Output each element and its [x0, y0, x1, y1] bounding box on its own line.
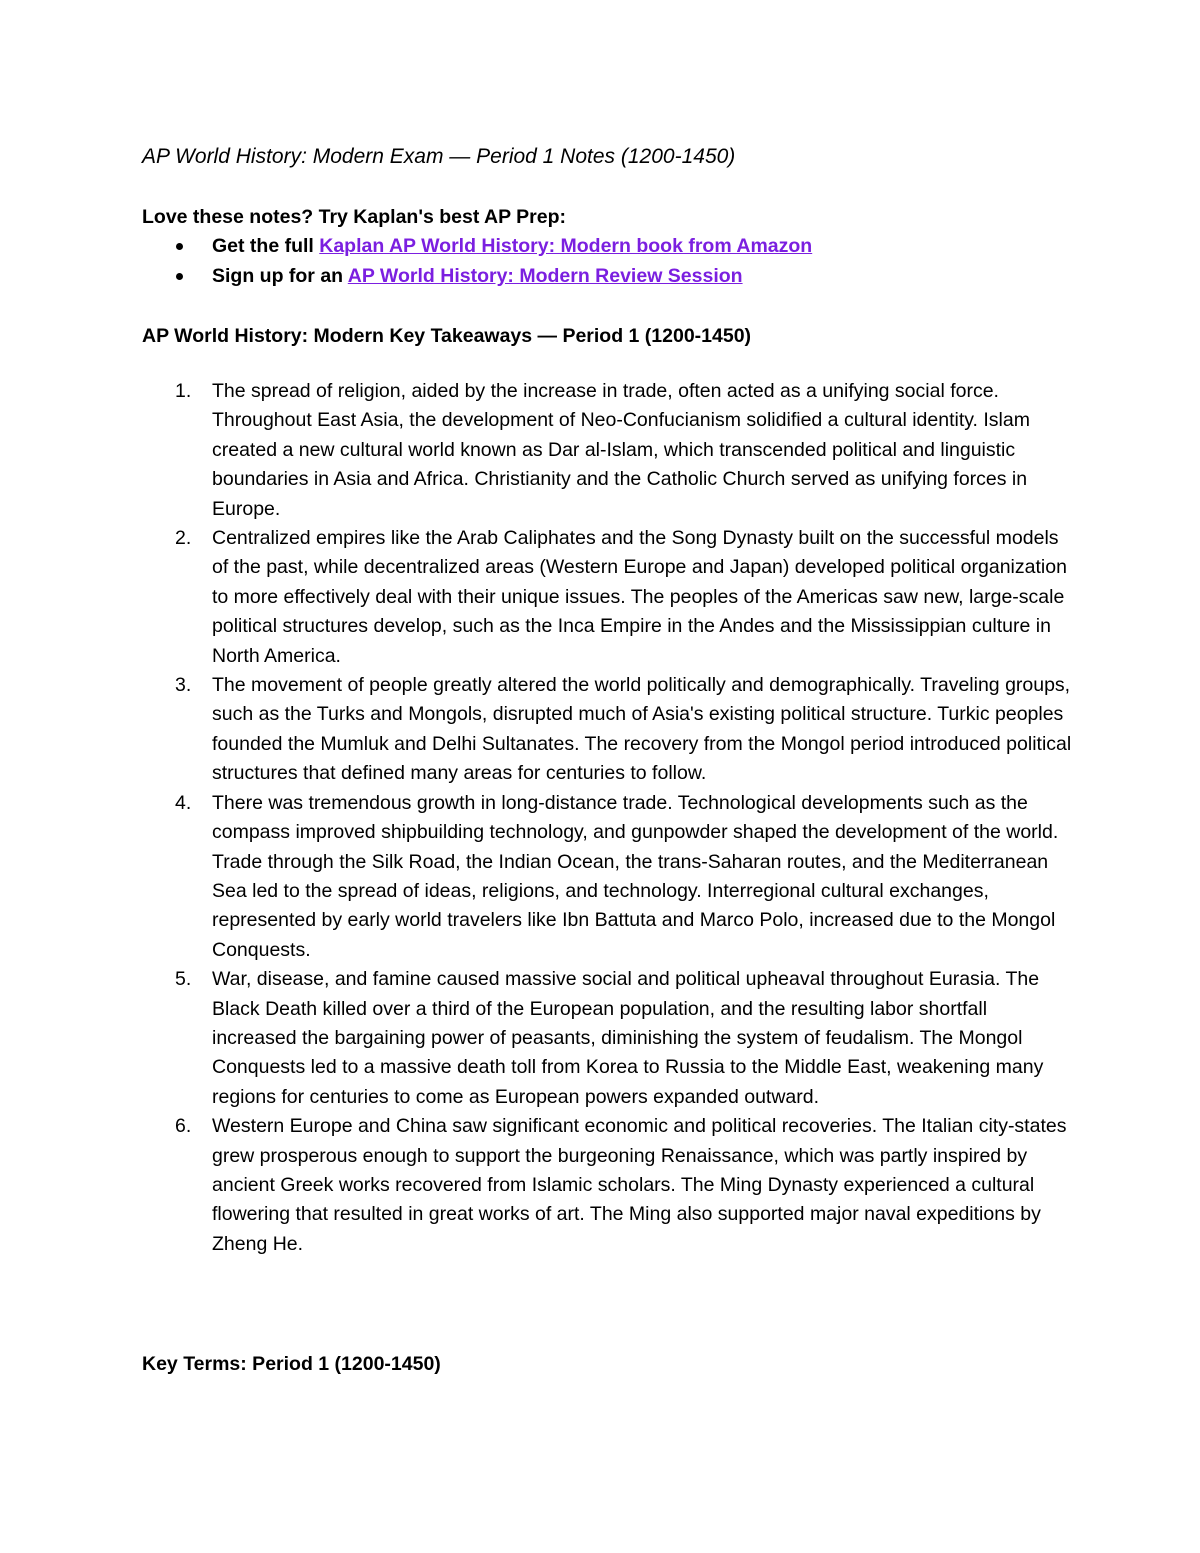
list-item-text: Centralized empires like the Arab Caliphates and the Song Dynasty built on the successful models of the past, while decentralized areas (Western Europe and Japan) developed political organization to more effectively deal with their unique issues. The peoples of the Americas saw new, large-scale political structures develop, such as the Inca Empire in the Andes and the Mississippian culture in North America. [212, 527, 1067, 667]
bullet-icon [176, 243, 183, 250]
list-item-text: The spread of religion, aided by the increase in trade, often acted as a unifying social force. Throughout East Asia, the development of Neo-Confucianism solidified a cultural identity. Islam created a new cultural world known as Dar al-Islam, which transcended political and linguistic boundaries in Asia and Africa. Christianity and the Catholic Church served as unifying forces in Europe. [212, 380, 1030, 520]
key-terms-heading: Key Terms: Period 1 (1200-1450) [142, 1353, 441, 1375]
review-session-link[interactable]: AP World History: Modern Review Session [347, 265, 743, 287]
amazon-book-link[interactable]: Kaplan AP World History: Modern book from Amazon [319, 235, 813, 257]
promo-item-session [142, 261, 812, 291]
list-item-number: 4. [175, 791, 192, 814]
list-item [142, 789, 1072, 965]
promo-lead: Love these notes? Try Kaplan's best AP Prep: [142, 206, 567, 228]
page-title: AP World History: Modern Exam — Period 1 Notes (1200-1450) [142, 145, 736, 168]
promo-item-prefix: Sign up for an [212, 265, 348, 287]
takeaways-list [142, 377, 1072, 1259]
list-item-number: 5. [175, 968, 192, 991]
promo-list [142, 231, 812, 291]
list-item-number: 3. [175, 674, 192, 697]
list-item-text: The movement of people greatly altered the world politically and demographically. Traveling groups, such as the Turks and Mongols, disrupted much of Asia's existing political structure. Turkic peoples founded the Mumluk and Delhi Sultanates. The recovery from the Mongol period introduced political structures that defined many areas for centuries to follow. [212, 674, 1072, 785]
list-item-text: There was tremendous growth in long-distance trade. Technological developments such as the compass improved shipbuilding technology, and gunpowder shaped the development of the world. Trade through the Silk Road, the Indian Ocean, the trans-Saharan routes, and the Mediterranean Sea led to the spread of ideas, religions, and technology. Interregional cultural exchanges, represented by early world travelers like Ibn Battuta and Marco Polo, increased due to the Mongol Conquests. [212, 791, 1059, 961]
list-item [142, 377, 1072, 524]
list-item-text: Western Europe and China saw significant economic and political recoveries. The Italian city-states grew prosperous enough to support the burgeoning Renaissance, which was partly inspired by ancient Greek works recovered from Islamic scholars. The Ming Dynasty experienced a cultural flowering that resulted in great works of art. The Ming also supported major naval expeditions by Zheng He. [212, 1115, 1067, 1255]
list-item-text: War, disease, and famine caused massive social and political upheaval throughout Eurasia. The Black Death killed over a third of the European population, and the resulting labor shortfall increased the bargaining power of peasants, diminishing the system of feudalism. The Mongol Conquests led to a massive death toll from Korea to Russia to the Middle East, weakening many regions for centuries to come as European powers expanded outward. [212, 968, 1044, 1108]
takeaways-heading: AP World History: Modern Key Takeaways — Period 1 (1200-1450) [142, 325, 752, 347]
list-item-number: 2. [175, 527, 192, 550]
list-item [142, 524, 1072, 671]
promo-item-prefix: Get the full [212, 235, 320, 257]
list-item [142, 965, 1072, 1112]
list-item [142, 1112, 1072, 1259]
list-item [142, 671, 1072, 789]
bullet-icon [176, 273, 183, 280]
promo-item-book [142, 231, 812, 261]
list-item-number: 1. [175, 380, 192, 402]
list-item-number: 6. [175, 1115, 192, 1138]
